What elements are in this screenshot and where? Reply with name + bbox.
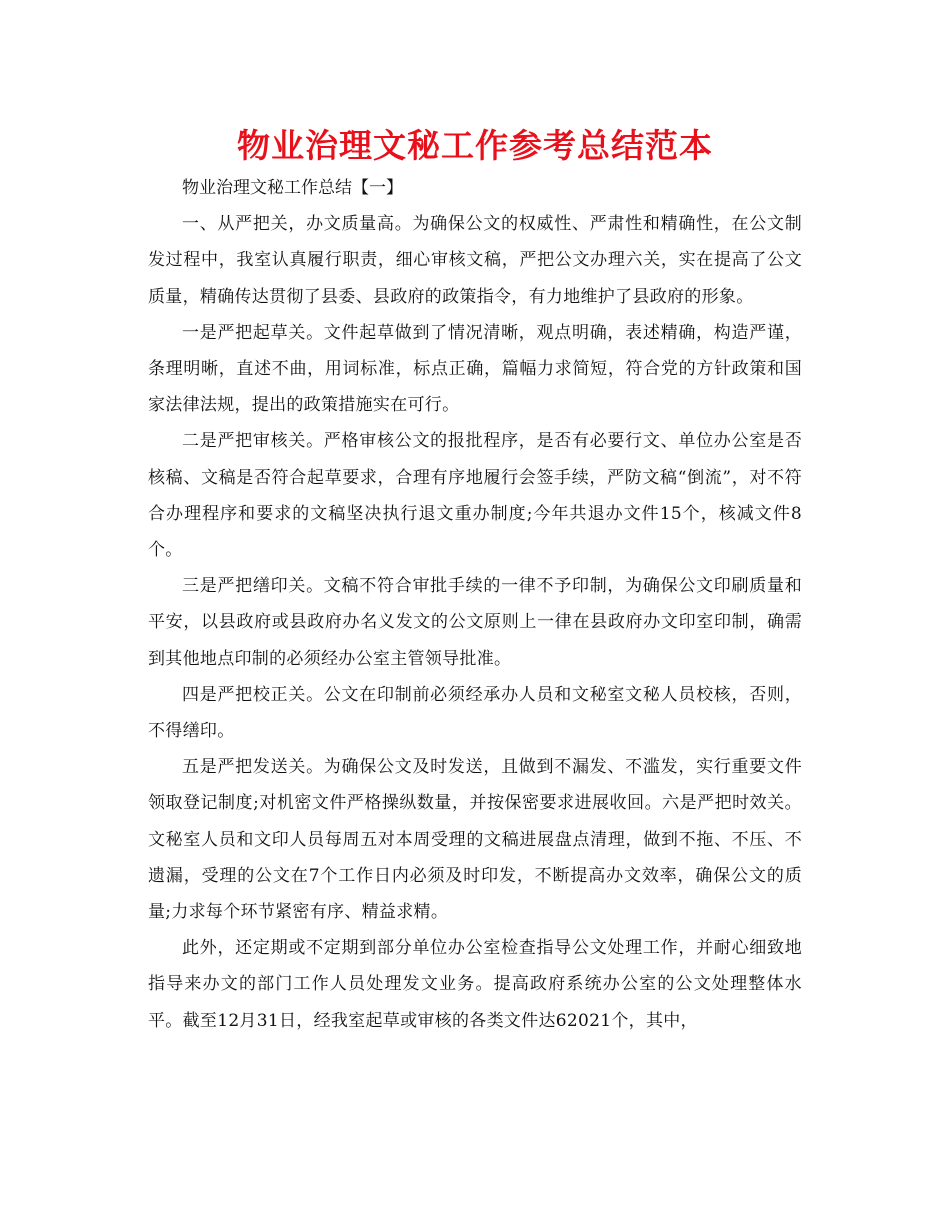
paragraph-2: 一是严把起草关。文件起草做到了情况清晰，观点明确，表述精确，构造严谨，条理明晰，直述不曲，用词标准，标点正确，篇幅力求简短，符合党的方针政策和国家法律法规，提出的政策措施实在可行。 [148, 322, 802, 416]
paragraph-5: 四是严把校正关。公文在印制前必须经承办人员和文秘室文秘人员校核，否则，不得缮印。 [148, 684, 802, 742]
document-title: 物业治理文秘工作参考总结范本 [237, 126, 713, 165]
paragraph-7: 此外，还定期或不定期到部分单位办公室检查指导公文处理工作，并耐心细致地指导来办文的部门工作人员处理发文业务。提高政府系统办公室的公文处理整体水平。截至12月31日，经我室起草或审核的各类文件达62021个，其中， [148, 938, 802, 1031]
section-subtitle: 物业治理文秘工作总结【一】 [182, 178, 403, 198]
document-body [148, 170, 802, 1039]
paragraph-3: 二是严把审核关。严格审核公文的报批程序，是否有必要行文、单位办公室是否核稿、文稿是否符合起草要求，合理有序地履行会签手续，严防文稿“倒流”，对不符合办理程序和要求的文稿坚决执行退文重办制度;今年共退办文件15个，核减文件8个。 [148, 431, 802, 561]
paragraph-6: 五是严把发送关。为确保公文及时发送，且做到不漏发、不滥发，实行重要文件领取登记制度;对机密文件严格操纵数量，并按保密要求进展收回。六是严把时效关。文秘室人员和文印人员每周五对本周受理的文稿进展盘点清理，做到不拖、不压、不遗漏，受理的公文在7个工作日内必须及时印发，不断提高办文效率，确保公文的质量;力求每个环节紧密有序、精益求精。 [148, 757, 802, 923]
paragraph-1: 一、从严把关，办文质量高。为确保公文的权威性、严肃性和精确性，在公文制发过程中，我室认真履行职责，细心审核文稿，严把公文办理六关，实在提高了公文质量，精确传达贯彻了县委、县政府的政策指令，有力地维护了县政府的形象。 [148, 214, 802, 307]
paragraph-4: 三是严把缮印关。文稿不符合审批手续的一律不予印制，为确保公文印刷质量和平安，以县政府或县政府办名义发文的公文原则上一律在县政府办文印室印制，确需到其他地点印制的必须经办公室主管领导批准。 [148, 576, 802, 669]
